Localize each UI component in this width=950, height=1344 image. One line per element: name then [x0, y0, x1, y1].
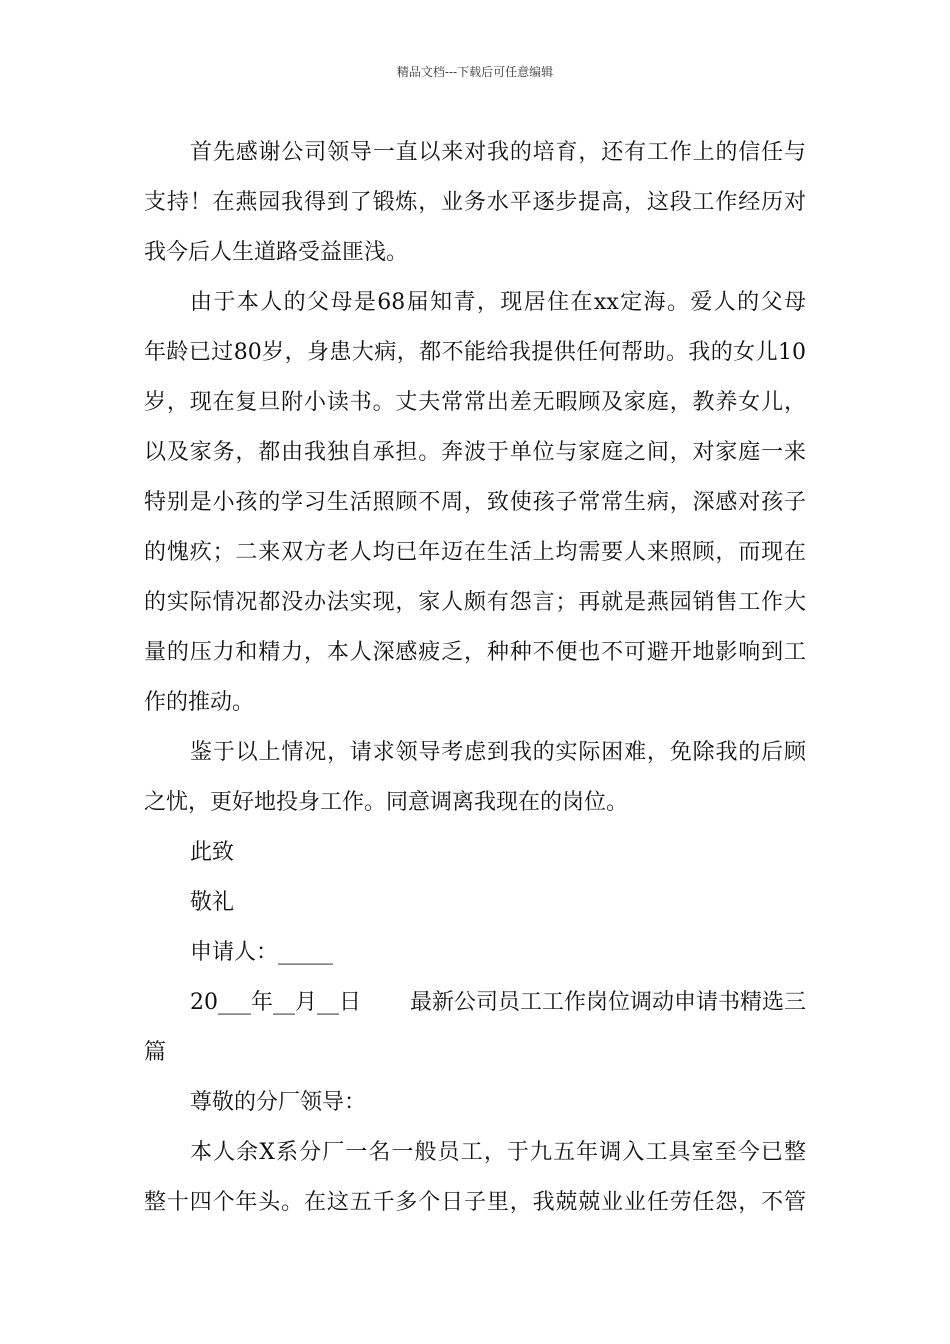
page-header: 精品文档---下载后可任意编辑 — [396, 65, 554, 79]
text-line: 特别是小孩的学习生活照顾不周，致使孩子常常生病，深感对孩子 — [144, 490, 806, 515]
text-line: 之忧，更好地投身工作。同意调离我现在的岗位。 — [144, 790, 629, 815]
date-and-title-line — [144, 978, 806, 1028]
text-line: 我今后人生道路受益匪浅。 — [144, 240, 409, 265]
greeting: 尊敬的分厂领导： — [190, 1090, 367, 1115]
text-line: 量的压力和精力，本人深感疲乏，种种不便也不可避开地影响到工 — [144, 640, 806, 665]
next-document-title-continued: 篇 — [144, 1040, 167, 1065]
text-line: 以及家务，都由我独自承担。奔波于单位与家庭之间，对家庭一来 — [144, 440, 806, 465]
text-line: 的愧疚；二来双方老人均已年迈在生活上均需要人来照顾，而现在 — [144, 540, 806, 565]
document-body — [144, 128, 806, 1228]
text-line: 整十四个年头。在这五千多个日子里，我兢兢业业任劳任怨，不管 — [144, 1190, 806, 1215]
paragraph-gratitude — [144, 128, 806, 278]
paragraph-self-introduction — [144, 1128, 806, 1228]
text-line: 由于本人的父母是68届知青，现居住在xx定海。爱人的父母 — [190, 290, 806, 315]
text-line: 首先感谢公司领导一直以来对我的培育，还有工作上的信任与 — [190, 140, 806, 165]
text-line: 的实际情况都没办法实现，家人颇有怨言；再就是燕园销售工作大 — [144, 590, 806, 615]
text-line: 支持！在燕园我得到了锻炼，业务水平逐步提高，这段工作经历对 — [144, 190, 806, 215]
text-line: 作的推动。 — [144, 690, 255, 715]
next-document-title: 最新公司员工工作岗位调动申请书精选三 — [409, 990, 806, 1015]
date-field: 20___年__月__日 — [190, 990, 361, 1015]
closing-regards: 敬礼 — [190, 890, 235, 915]
text-line: 本人余X系分厂一名一般员工，于九五年调入工具室至今已整 — [190, 1140, 806, 1165]
text-line: 鉴于以上情况，请求领导考虑到我的实际困难，免除我的后顾 — [190, 740, 806, 765]
paragraph-family-situation — [144, 278, 806, 728]
applicant-signature-line: 申请人：_____ — [190, 940, 334, 965]
paragraph-request — [144, 728, 806, 828]
text-line: 年龄已过80岁，身患大病，都不能给我提供任何帮助。我的女儿10 — [144, 340, 806, 365]
closing-salutation: 此致 — [190, 840, 235, 865]
text-line: 岁，现在复旦附小读书。丈夫常常出差无暇顾及家庭，教养女儿， — [144, 390, 806, 415]
